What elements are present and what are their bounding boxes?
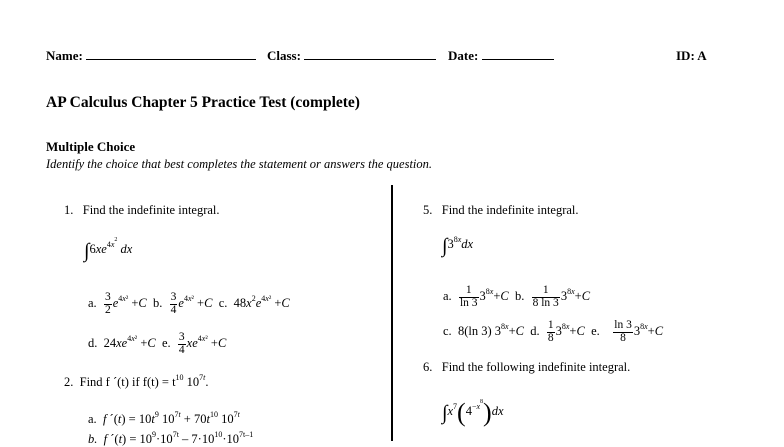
choice-label: a.	[88, 412, 97, 426]
date-label: Date:	[448, 48, 479, 63]
question-2: 2. Find f ´(t) if $f(t) = t^{10}$ $10^{7t}$.	[64, 373, 209, 389]
q6-integral: $\int x^7(4^{-x^8})dx$	[442, 398, 504, 427]
choice-label: a.	[443, 288, 452, 303]
section-heading: Multiple Choice	[46, 139, 136, 154]
question-text: Find f ´(t) if f(t) = t	[79, 375, 176, 389]
choice-label: b.	[514, 288, 525, 303]
q5-choices-ab: a. $\frac{1}{\ln 3}$ $3^{8x}+C$ b. $\frac{1}{8 \ln 3}$ $3^{8x}+C$	[443, 284, 591, 309]
page-title: AP Calculus Chapter 5 Practice Test (complete)	[46, 94, 360, 111]
q2-choice-b-partial: b. f ´(t) = $10^9\cdot 10^{7t} - 7\cdot 10^{10}\cdot 10^{7t-1}$	[88, 430, 254, 446]
choice-label: c.	[443, 323, 452, 338]
class-field[interactable]	[267, 48, 436, 64]
question-5	[423, 203, 579, 218]
choice-label: a.	[88, 295, 97, 310]
q1-choices-abc: a. $\frac{3}{2}$ $e^{4x^2} +C$ b. $\frac{3}{4}$ $e^{4x^2} +C$ c. $48x^2e^{4x^2} +C$	[88, 291, 290, 316]
choice-label: e.	[161, 335, 171, 350]
name-field[interactable]	[46, 48, 256, 64]
question-number: 1.	[64, 203, 74, 217]
question-text: Find the following indefinite integral.	[441, 360, 631, 374]
class-label: Class:	[267, 48, 301, 63]
question-number: 6.	[423, 360, 433, 374]
question-number: 5.	[423, 203, 433, 217]
name-blank	[86, 59, 256, 60]
question-text: Find the indefinite integral.	[82, 203, 220, 217]
choice-label: e.	[591, 323, 600, 338]
choice-label: c.	[218, 295, 228, 310]
date-field[interactable]	[448, 48, 554, 64]
choice-label: b.	[153, 295, 163, 310]
id-label: ID: A	[676, 48, 707, 63]
question-text: Find the indefinite integral.	[441, 203, 579, 217]
q2-choice-a: a. f ´(t) = $10t^9$ $10^{7t} + 70t^{10}$ $10^{7t}$	[88, 410, 240, 426]
date-blank	[482, 59, 554, 60]
class-blank	[304, 59, 436, 60]
question-6	[423, 360, 630, 375]
choice-label: d.	[88, 335, 98, 350]
q5-choices-cde: c. 8(ln 3) $3^{8x}+C$ d. $\frac{1}{8}$ $3^{8x}+C$ e. $\frac{\ln 3}{8}$ $3^{8x}+C$	[443, 319, 664, 344]
q1-integral: $\int 6xe^{4x^2}$ dx	[84, 237, 133, 262]
q1-choices-de: d. $24xe^{4x^2} +C$ e. $\frac{3}{4}$ $xe^{4x^2} +C$	[88, 331, 227, 356]
name-label: Name:	[46, 48, 83, 63]
question-number: 2.	[64, 375, 74, 389]
column-divider	[391, 185, 393, 441]
q5-integral: $\int 3^{8x}dx$	[442, 235, 474, 257]
question-1	[64, 203, 220, 218]
choice-label: d.	[530, 323, 540, 338]
section-instructions: Identify the choice that best completes the statement or answers the question.	[46, 157, 433, 171]
